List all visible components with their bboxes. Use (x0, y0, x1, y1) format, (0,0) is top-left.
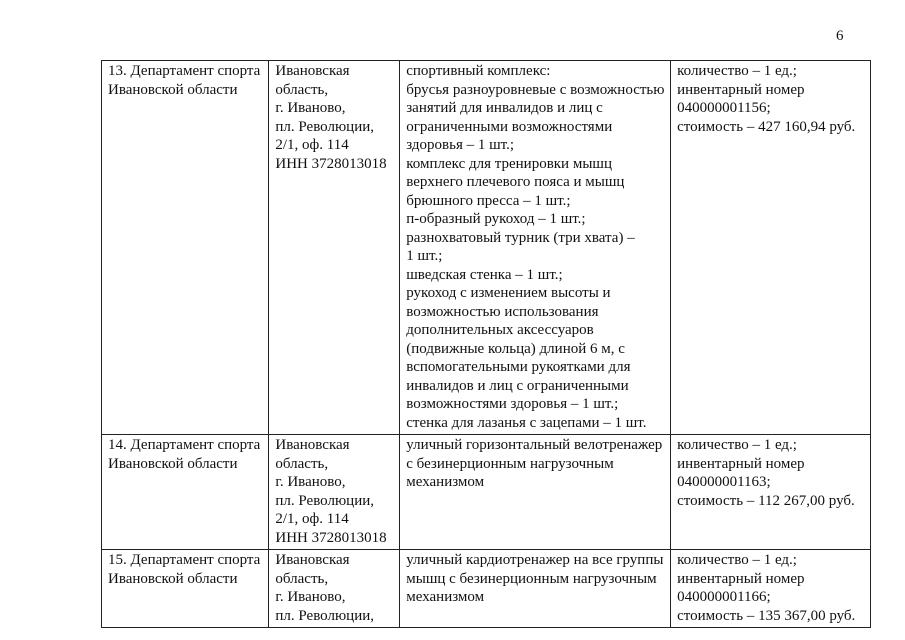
info-cell (671, 435, 871, 550)
description-cell (400, 435, 671, 550)
org-cell (102, 550, 269, 628)
description-line: механизмом (406, 589, 485, 605)
page-number: 6 (836, 28, 844, 44)
description-line: уличный горизонтальный велотренажер (406, 437, 663, 453)
info-line: количество – 1 ед.; (677, 437, 797, 453)
description-line: рукоход с изменением высоты и (406, 285, 611, 301)
info-line: стоимость – 427 160,94 руб. (677, 118, 856, 135)
description-line: стенка для лазанья с зацепами – 1 шт. (406, 414, 647, 431)
description-line: занятий для инвалидов и лиц с (406, 100, 603, 116)
info-line: инвентарный номер (677, 570, 805, 587)
info-line: стоимость – 135 367,00 руб. (677, 607, 856, 624)
description-line: верхнего плечевого пояса и мышц (406, 174, 625, 190)
info-cell (671, 550, 871, 628)
info-line: количество – 1 ед.; (677, 552, 797, 568)
address-line: Ивановская (275, 552, 350, 568)
table-row (102, 61, 871, 435)
description-line: мышц с безинерционным нагрузочным (406, 570, 657, 587)
description-line: п-образный рукоход – 1 шт.; (406, 211, 586, 227)
description-line: брюшного пресса – 1 шт.; (406, 192, 571, 209)
org-line: Ивановской области (108, 455, 238, 472)
address-line: Ивановская (275, 63, 350, 79)
description-cell (400, 61, 671, 435)
address-cell (269, 61, 400, 435)
org-cell (102, 435, 269, 550)
org-line: 14. Департамент спорта (108, 437, 261, 453)
address-line: г. Иваново, (275, 474, 346, 490)
address-line: г. Иваново, (275, 589, 346, 605)
info-line: стоимость – 112 267,00 руб. (677, 492, 855, 509)
info-line: инвентарный номер (677, 455, 805, 472)
address-line: пл. Революции, (275, 607, 375, 624)
description-line: дополнительных аксессуаров (406, 322, 594, 338)
address-cell (269, 550, 400, 628)
address-line: ИНН 3728013018 (275, 155, 387, 172)
org-line: Ивановской области (108, 81, 238, 98)
address-line: область, (275, 81, 329, 98)
description-line: брусья разноуровневые с возможностью (406, 81, 665, 98)
address-line: пл. Революции, (275, 492, 375, 509)
info-line: 040000001163; (677, 474, 771, 490)
info-line: количество – 1 ед.; (677, 63, 797, 79)
org-line: 15. Департамент спорта (108, 552, 261, 568)
table-row (102, 550, 871, 628)
address-line: Ивановская (275, 437, 350, 453)
org-cell (102, 61, 269, 435)
table-row (102, 435, 871, 550)
description-line: механизмом (406, 474, 485, 490)
info-line: инвентарный номер (677, 81, 805, 98)
description-line: с безинерционным нагрузочным (406, 455, 614, 472)
address-line: пл. Революции, (275, 118, 375, 135)
info-line: 040000001166; (677, 589, 771, 605)
description-line: инвалидов и лиц с ограниченными (406, 377, 629, 394)
description-cell (400, 550, 671, 628)
address-line: 2/1, оф. 114 (275, 137, 349, 153)
org-line: 13. Департамент спорта (108, 63, 261, 79)
description-line: вспомогательными рукоятками для (406, 359, 631, 375)
property-table (101, 60, 871, 628)
info-line: 040000001156; (677, 100, 771, 116)
address-cell (269, 435, 400, 550)
info-cell (671, 61, 871, 435)
description-line: возможностью использования (406, 303, 599, 320)
description-line: спортивный комплекс: (406, 63, 551, 79)
description-line: (подвижные кольца) длиной 6 м, с (406, 340, 625, 357)
address-line: область, (275, 455, 329, 472)
description-line: здоровья – 1 шт.; (406, 137, 515, 153)
address-line: г. Иваново, (275, 100, 346, 116)
description-line: уличный кардиотренажер на все группы (406, 552, 664, 568)
description-line: возможностями здоровья – 1 шт.; (406, 396, 619, 412)
org-line: Ивановской области (108, 570, 238, 587)
description-line: разнохватовый турник (три хвата) – (406, 229, 635, 246)
description-line: шведская стенка – 1 шт.; (406, 266, 563, 283)
description-line: ограниченными возможностями (406, 118, 613, 135)
address-line: ИНН 3728013018 (275, 529, 387, 546)
address-line: область, (275, 570, 329, 587)
address-line: 2/1, оф. 114 (275, 511, 349, 527)
description-line: комплекс для тренировки мышц (406, 155, 612, 172)
description-line: 1 шт.; (406, 248, 443, 264)
